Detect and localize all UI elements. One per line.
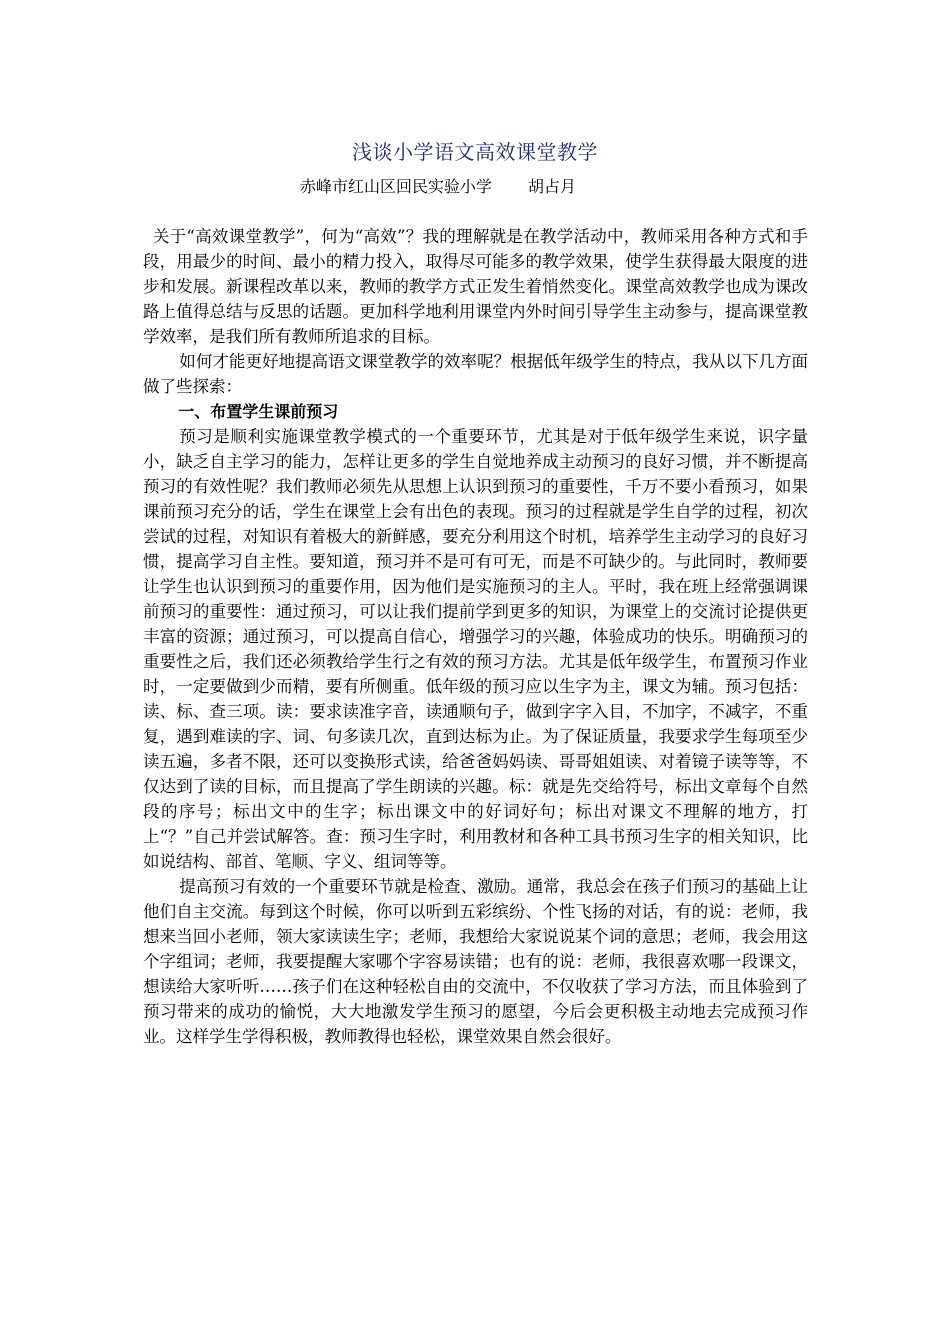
- byline: [300, 175, 700, 199]
- intro-paragraph: 关于“高效课堂教学”，何为“高效”？我的理解就是在教学活动中，教师采用各种方式和手段，用最少的时间、最小的精力投入，取得尽可能多的教学效果，使学生获得最大限度的进步和发展。新课程改革以来，教师的教学方式正发生着悄然变化。课堂高效教学也成为课改路上值得总结与反思的话题。更加科学地利用课堂内外时间引导学生主动参与，提高课堂教学效率，是我们所有教师所追求的目标。: [143, 227, 808, 346]
- school-name: 赤峰市红山区回民实验小学: [300, 177, 493, 196]
- intro-question-paragraph: 如何才能更好地提高语文课堂教学的效率呢？根据低年级学生的特点，我从以下几方面做了些探索：: [143, 352, 808, 396]
- section-heading: 一、布置学生课前预习: [178, 402, 339, 421]
- document-title: 浅谈小学语文高效课堂教学: [352, 140, 598, 164]
- author-name: 胡占月: [528, 177, 577, 196]
- document-body: [143, 224, 808, 1049]
- section-paragraph: 提高预习有效的一个重要环节就是检查、激励。通常，我总会在孩子们预习的基础上让他们自主交流。每到这个时候，你可以听到五彩缤纷、个性飞扬的对话，有的说：老师，我想来当回小老师，领大家读读生字；老师，我想给大家说说某个词的意思；老师，我会用这个字组词；老师，我要提醒大家哪个字容易读错；也有的说：老师，我很喜欢哪一段课文，想读给大家听听……孩子们在这种轻松自由的交流中，不仅收获了学习方法，而且体验到了预习带来的成功的愉悦，大大地激发学生预习的愿望，今后会更积极主动地去完成预习作业。这样学生学得积极，教师教得也轻松，课堂效果自然会很好。: [143, 877, 808, 1046]
- section-paragraph: 预习是顺利实施课堂教学模式的一个重要环节，尤其是对于低年级学生来说，识字量小，缺乏自主学习的能力，怎样让更多的学生自觉地养成主动预习的良好习惯，并不断提高预习的有效性呢？我们教师必须先从思想上认识到预习的重要性，千万不要小看预习，如果课前预习充分的话，学生在课堂上会有出色的表现。预习的过程就是学生自学的过程，初次尝试的过程，对知识有着极大的新鲜感，要充分利用这个时机，培养学生主动学习的良好习惯，提高学习自主性。要知道，预习并不是可有可无，而是不可缺少的。与此同时，教师要让学生也认识到预习的重要作用，因为他们是实施预习的主人。平时，我在班上经常强调课前预习的重要性：通过预习，可以让我们提前学到更多的知识，为课堂上的交流讨论提供更丰富的资源；通过预习，可以提高自信心，增强学习的兴趣，体验成功的快乐。明确预习的重要性之后，我们还必须教给学生行之有效的预习方法。尤其是低年级学生，布置预习作业时，一定要做到少而精，要有所侧重。低年级的预习应以生字为主，课文为辅。预习包括：读、标、查三项。读：要求读准字音，读通顺句子，做到字字入目，不加字，不减字，不重复，遇到难读的字、词、句多读几次，直到达标为止。为了保证质量，我要求学生每项至少读五遍，多者不限，还可以变换形式读，给爸爸妈妈读、哥哥姐姐读、对着镜子读等等，不仅达到了读的目标，而且提高了学生朗读的兴趣。标：就是先交给符号，标出文章每个自然段的序号；标出文中的生字；标出课文中的好词好句；标出对课文不理解的地方，打上“？”自己并尝试解答。查：预习生字时，利用教材和各种工具书预习生字的相关知识，比如说结构、部首、笔顺、字义、组词等等。: [143, 427, 808, 871]
